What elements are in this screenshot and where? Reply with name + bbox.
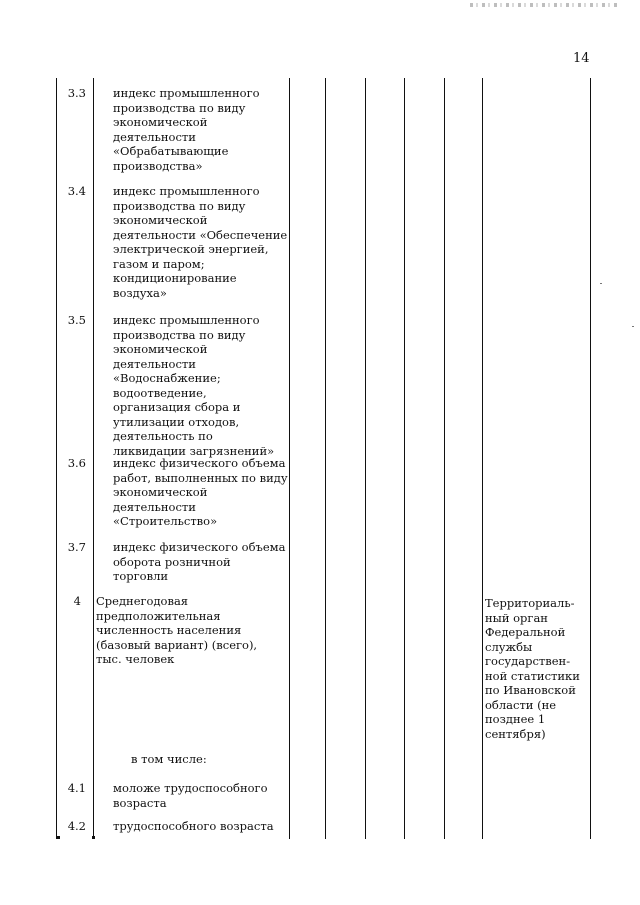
row-number: 3.4 <box>67 184 86 198</box>
column-divider <box>289 78 290 839</box>
subheading-including: в том числе: <box>131 752 207 766</box>
scan-noise <box>470 3 620 7</box>
row-indicator: индекс промышленного производства по виду экономической деятельности «Обрабатывающие производства» <box>113 86 260 173</box>
row-number: 3.5 <box>67 313 86 327</box>
scan-speck <box>632 326 634 327</box>
page-number: 14 <box>573 51 590 66</box>
row-indicator: моложе трудоспособного возраста <box>113 781 268 810</box>
column-divider <box>444 78 445 839</box>
row-indicator: индекс физического объема работ, выполненных по виду экономической деятельности «Строительство» <box>113 456 288 528</box>
row-number: 3.3 <box>67 86 86 100</box>
column-divider <box>365 78 366 839</box>
table-border-right <box>590 78 591 839</box>
column-divider <box>93 78 94 839</box>
table-cut-mark <box>92 836 95 839</box>
row-indicator: индекс промышленного производства по виду экономической деятельности «Водоснабжение; водоотведение, организация сбора и утилизации отходов, деятельность по ликвидации загрязнений» <box>113 313 275 458</box>
row-number: 3.7 <box>67 540 86 554</box>
row-indicator: трудоспособного возраста <box>113 819 274 833</box>
row-number: 4.2 <box>67 819 86 833</box>
column-divider <box>404 78 405 839</box>
table-border-left <box>56 78 57 839</box>
responsible-body: Территориаль-ный орган Федеральной службы государствен-ной статистики по Ивановской области (не позднее 1 сентября) <box>485 596 580 741</box>
row-indicator: Среднегодовая предположительная численность населения (базовый вариант) (всего), тыс. человек <box>96 594 258 666</box>
row-number: 4 <box>73 594 81 608</box>
column-divider <box>325 78 326 839</box>
column-divider <box>482 78 483 839</box>
scan-speck <box>600 283 602 284</box>
row-indicator: индекс промышленного производства по виду экономической деятельности «Обеспечение электрической энергией, газом и паром; кондиционирование воздуха» <box>113 184 288 300</box>
table-cut-mark <box>56 836 60 839</box>
row-number: 3.6 <box>67 456 86 470</box>
row-number: 4.1 <box>67 781 86 795</box>
row-indicator: индекс физического объема оборота розничной торговли <box>113 540 286 583</box>
